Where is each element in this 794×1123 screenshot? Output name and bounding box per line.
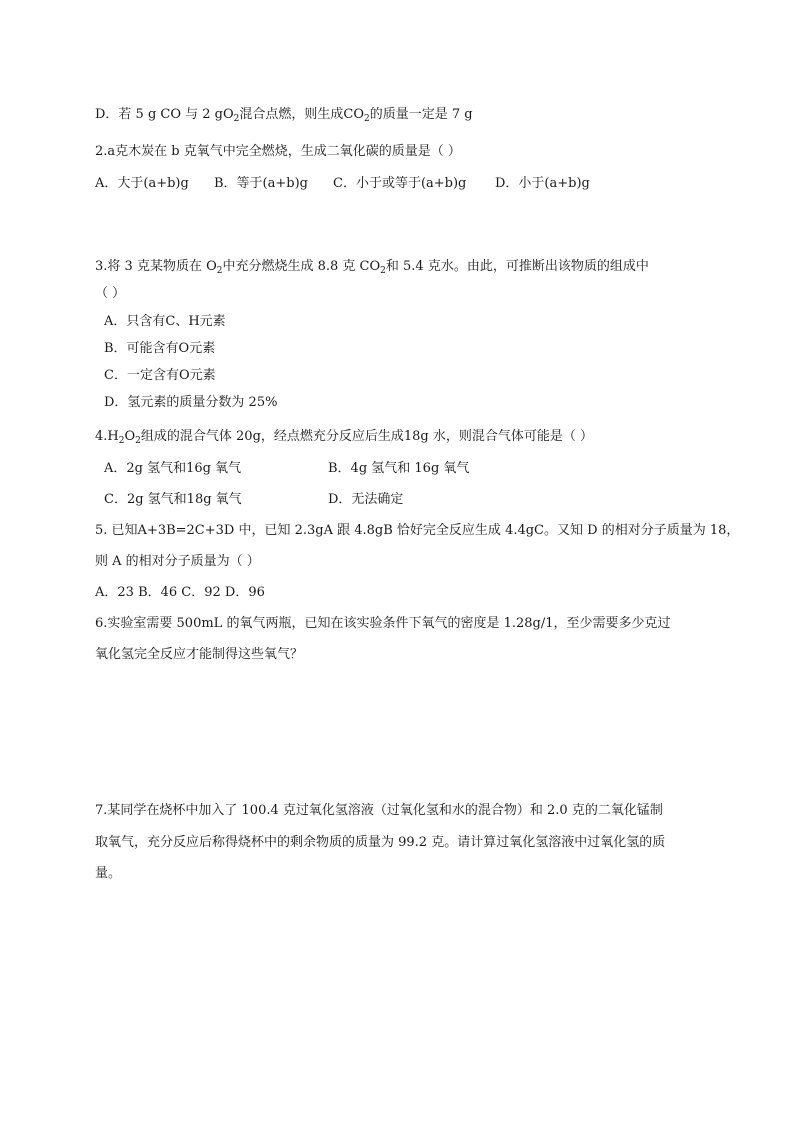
q7-stem-line3: 量。: [95, 866, 122, 881]
q4-stem-b: O: [124, 429, 136, 444]
q7-stem-line1: 7.某同学在烧杯中加入了 100.4 克过氧化氢溶液（过氧化氢和水的混合物）和 2.0 克的二氧化锰制: [95, 803, 663, 818]
q2-option-b: B．等于(a+b)g: [214, 176, 308, 191]
q3-option-b: B．可能含有O元素: [104, 341, 216, 356]
q4-option-b: B．4g 氢气和 16g 氧气: [328, 461, 470, 476]
q2-stem: 2.a克木炭在 b 克氧气中完全燃烧，生成二氧化碳的质量是（ ）: [95, 144, 461, 159]
q4-stem: [95, 428, 593, 446]
q4-option-d: D．无法确定: [328, 492, 404, 507]
q3-option-a: A．只含有C、H元素: [104, 314, 226, 329]
q7-stem-line2: 取氧气，充分反应后称得烧杯中的剩余物质的质量为 99.2 克。请计算过氧化氢溶液中过氧化氢的质: [95, 835, 666, 850]
q6-stem-line1: 6.实验室需要 500mL 的氧气两瓶，已知在该实验条件下氧气的密度是 1.28g/1，至少需要多少克过: [95, 616, 671, 631]
q1-option-d: [95, 106, 473, 124]
subscript: 2: [135, 436, 141, 446]
q3-option-d: D．氢元素的质量分数为 25%: [104, 395, 278, 410]
q2-option-d: D．小于(a+b)g: [495, 176, 590, 191]
q3-stem: [95, 258, 649, 276]
q4-option-c: C．2g 氢气和18g 氧气: [104, 492, 242, 507]
subscript: 2: [233, 114, 240, 124]
q1-option-d-suffix: 的质量一定是 7 g: [369, 107, 473, 122]
q3-option-c: C．一定含有O元素: [104, 368, 216, 383]
subscript: 2: [380, 266, 386, 276]
subscript: 2: [216, 266, 223, 276]
q6-stem-line2: 氧化氢完全反应才能制得这些氧气？: [95, 647, 304, 662]
q3-answer-paren: （ ）: [95, 286, 126, 301]
q5-stem-line2: 则 A 的相对分子质量为（ ）: [95, 554, 260, 569]
q2-option-a: A．大于(a+b)g: [95, 176, 189, 191]
q4-stem-c: 组成的混合气体 20g，经点燃充分反应后生成18g 水，则混合气体可能是（ ）: [140, 429, 594, 444]
subscript: 2: [364, 114, 370, 124]
q5-options: A．23 B．46 C．92 D．96: [95, 585, 265, 600]
q4-option-a: A．2g 氢气和16g 氧气: [104, 461, 242, 476]
q4-stem-a: 4.H: [95, 429, 119, 444]
q5-stem-line1: 5. 已知A+3B=2C+3D 中，已知 2.3gA 跟 4.8gB 恰好完全反应生成 4.4gC。又知 D 的相对分子质量为 18，: [95, 523, 740, 538]
q1-option-d-mid: 混合点燃，则生成CO: [239, 107, 365, 122]
q3-stem-a: 3.将 3 克某物质在 O: [95, 259, 217, 274]
q2-option-c: C．小于或等于(a+b)g: [333, 176, 467, 191]
subscript: 2: [118, 436, 125, 446]
q3-stem-c: 和 5.4 克水。由此，可推断出该物质的组成中: [385, 259, 649, 274]
q1-option-d-prefix: D．若 5 g CO 与 2 gO: [95, 107, 234, 122]
q3-stem-b: 中充分燃烧生成 8.8 克 CO: [222, 259, 381, 274]
